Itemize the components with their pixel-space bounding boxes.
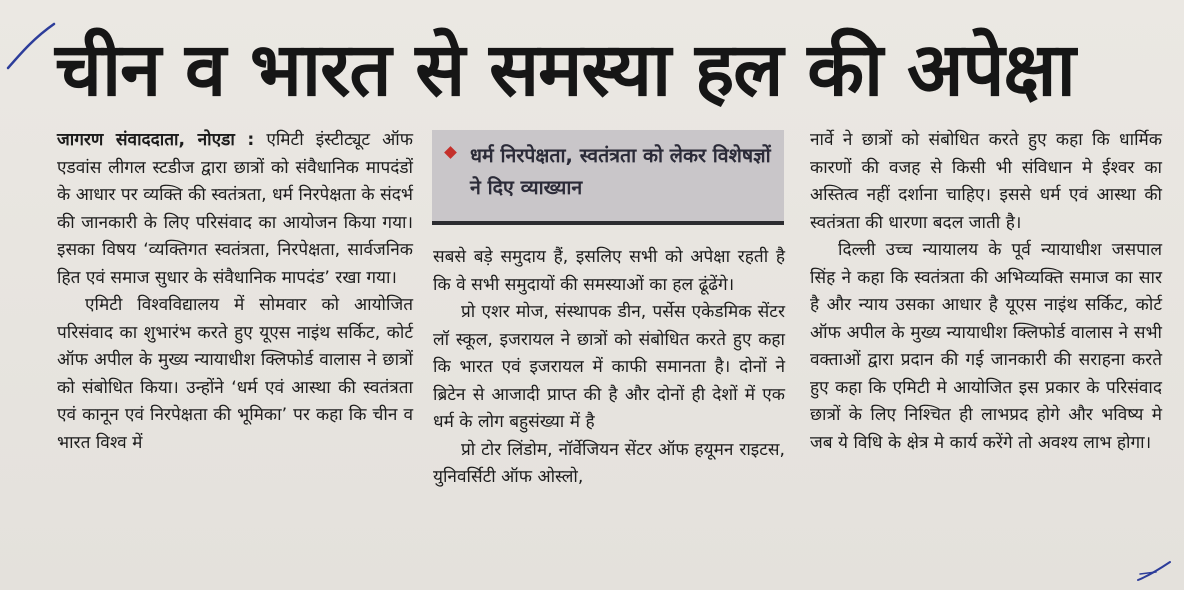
article-column-2	[433, 244, 785, 492]
pull-quote-box	[432, 130, 784, 225]
column2-paragraph-1: सबसे बड़े समुदाय हैं, इसलिए सभी को अपेक्षा रहती है कि वे सभी समुदायों की समस्याओं का हल ढूंढेंगे।	[433, 247, 785, 295]
column3-paragraph-2: दिल्ली उच्च न्यायालय के पूर्व न्यायाधीश जसपाल सिंह ने कहा कि स्वतंत्रता की अभिव्यक्ति समाज का सार है और न्याय उसका आधार है यूएस नाइंथ सर्किट, कोर्ट ऑफ अपील के मुख्य न्यायाधीश क्लिफोर्ड वालास ने सभी वक्ताओं द्वारा प्रदान की गई जानकारी की सराहना करते हुए कहा कि एमिटी मे आयोजित इस प्रकार के परिसंवाद छात्रों के लिए निश्चित ही लाभप्रद होगे और भविष्य मे जब ये विधि के क्षेत्र मे कार्य करेंगे तो अवश्य लाभ होगा।	[810, 240, 1162, 453]
column3-paragraph-1: नार्वे ने छात्रों को संबोधित करते हुए कहा कि धार्मिक कारणों की वजह से किसी भी संविधान मे ईश्वर का अस्तित्व नहीं दर्शाना चाहिए। इससे धर्म एवं आस्था की स्वतंत्रता की धारणा बदल जाती है।	[810, 130, 1162, 233]
article-column-3	[810, 127, 1162, 457]
column2-paragraph-3: प्रो टोर लिंडोम, नॉर्वेजियन सेंटर ऑफ हयूमन राइटस, युनिवर्सिटी ऑफ ओस्लो,	[433, 439, 785, 487]
column1-paragraph-2: एमिटी विश्वविद्यालय में सोमवार को आयोजित परिसंवाद का शुभारंभ करते हुए यूएस नाइंथ सर्किट, कोर्ट ऑफ अपील के मुख्य न्यायाधीश क्लिफोर्ड वालास ने छात्रों को संबोधित किया। उन्होंने ‘धर्म एवं आस्था की स्वतंत्रता एवं कानून एवं निरपेक्षता की भूमिका’ पर कहा कि चीन व भारत विश्व में	[57, 295, 413, 453]
pen-mark	[4, 22, 56, 72]
pull-quote-rule	[432, 221, 784, 225]
pen-mark	[1136, 560, 1172, 582]
column2-paragraph-2: प्रो एशर मोज, संस्थापक डीन, पर्सेस एकेडमिक सेंटर लॉ स्कूल, इजरायल ने छात्रों को संबोधित करते हुए कहा कि भारत एवं इजरायल में काफी समानता है। दोनों ने ब्रिटेन से आजादी प्राप्त की है और दोनों ही देशों में एक धर्म के लोग बहुसंख्या में है	[433, 302, 785, 432]
article-column-1	[57, 127, 413, 457]
bullet-diamond-icon	[444, 146, 457, 159]
column1-text-1: एमिटी इंस्टीट्यूट ऑफ एडवांस लीगल स्टडीज द्वारा छात्रों को संवैधानिक मापदंडों के आधार पर व्यक्ति की स्वतंत्रता, धर्म निरपेक्षता के संदर्भ की जानकारी के लिए परिसंवाद का आयोजन किया गया। इसका विषय ‘व्यक्तिगत स्वतंत्रता, निरपेक्षता, सार्वजनिक हित एवं समाज सुधार के संवैधानिक मापदंड’ रखा गया।	[57, 130, 413, 288]
pull-quote-text: धर्म निरपेक्षता, स्वतंत्रता को लेकर विशेषज्ञों ने दिए व्याख्यान	[470, 144, 771, 199]
headline: चीन व भारत से समस्या हल की अपेक्षा	[55, 27, 1075, 113]
byline: जागरण संवाददाता, नोएडा :	[57, 130, 255, 150]
column1-paragraph-1	[57, 127, 413, 292]
